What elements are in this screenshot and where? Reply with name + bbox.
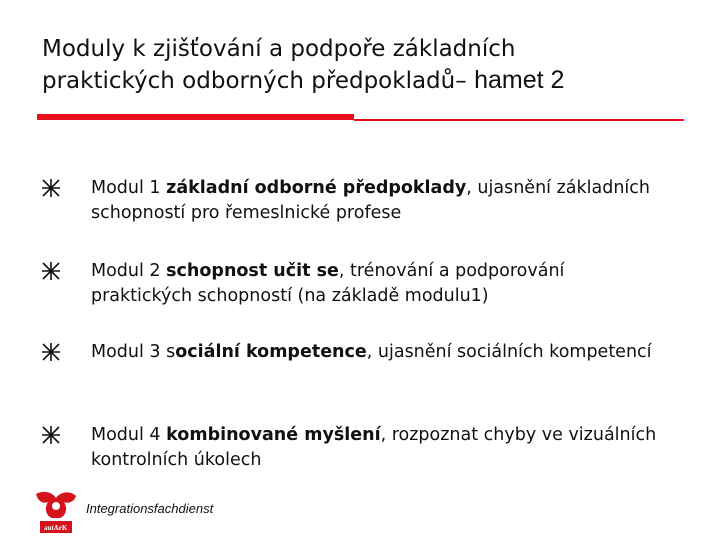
module-1-suffix: , ujasnění základních schopností pro řemeslnické profese bbox=[91, 178, 650, 223]
module-3-bold: ociální kompetence bbox=[175, 342, 367, 362]
module-2-text bbox=[91, 259, 671, 309]
title-line-2: praktických odborných předpokladů– bbox=[42, 68, 475, 94]
module-2-bold: schopnost učit se bbox=[166, 261, 339, 281]
title-line-1: Moduly k zjišťování a podpoře základních bbox=[42, 36, 516, 62]
title-underline-thick bbox=[37, 114, 354, 120]
title-underline-thin bbox=[354, 119, 684, 121]
module-4-text bbox=[91, 423, 671, 473]
module-4-prefix: Modul 4 bbox=[91, 425, 167, 445]
asterisk-star-icon bbox=[40, 341, 62, 363]
module-3-prefix: Modul 3 s bbox=[91, 342, 176, 362]
slide-title bbox=[42, 34, 682, 97]
module-1-bold: základní odborné předpoklady bbox=[166, 178, 467, 198]
module-4-suffix: , rozpoznat chyby ve vizuálních kontrolních úkolech bbox=[91, 425, 657, 470]
module-3-suffix: , ujasnění sociálních kompetencí bbox=[366, 342, 652, 362]
module-3-text bbox=[91, 340, 671, 365]
module-4-bold: kombinované myšlení bbox=[166, 425, 381, 445]
module-2-suffix: , trénování a podporování praktických schopností (na základě modulu1) bbox=[91, 261, 565, 306]
asterisk-star-icon bbox=[40, 260, 62, 282]
module-1-text bbox=[91, 176, 671, 226]
title-line-2-hamet: hamet 2 bbox=[474, 66, 565, 94]
module-1-prefix: Modul 1 bbox=[91, 178, 167, 198]
module-2-prefix: Modul 2 bbox=[91, 261, 167, 281]
logo-caption: autArK bbox=[44, 524, 68, 532]
asterisk-star-icon bbox=[40, 424, 62, 446]
asterisk-star-icon bbox=[40, 177, 62, 199]
footer-text: Integrationsfachdienst bbox=[86, 501, 214, 516]
